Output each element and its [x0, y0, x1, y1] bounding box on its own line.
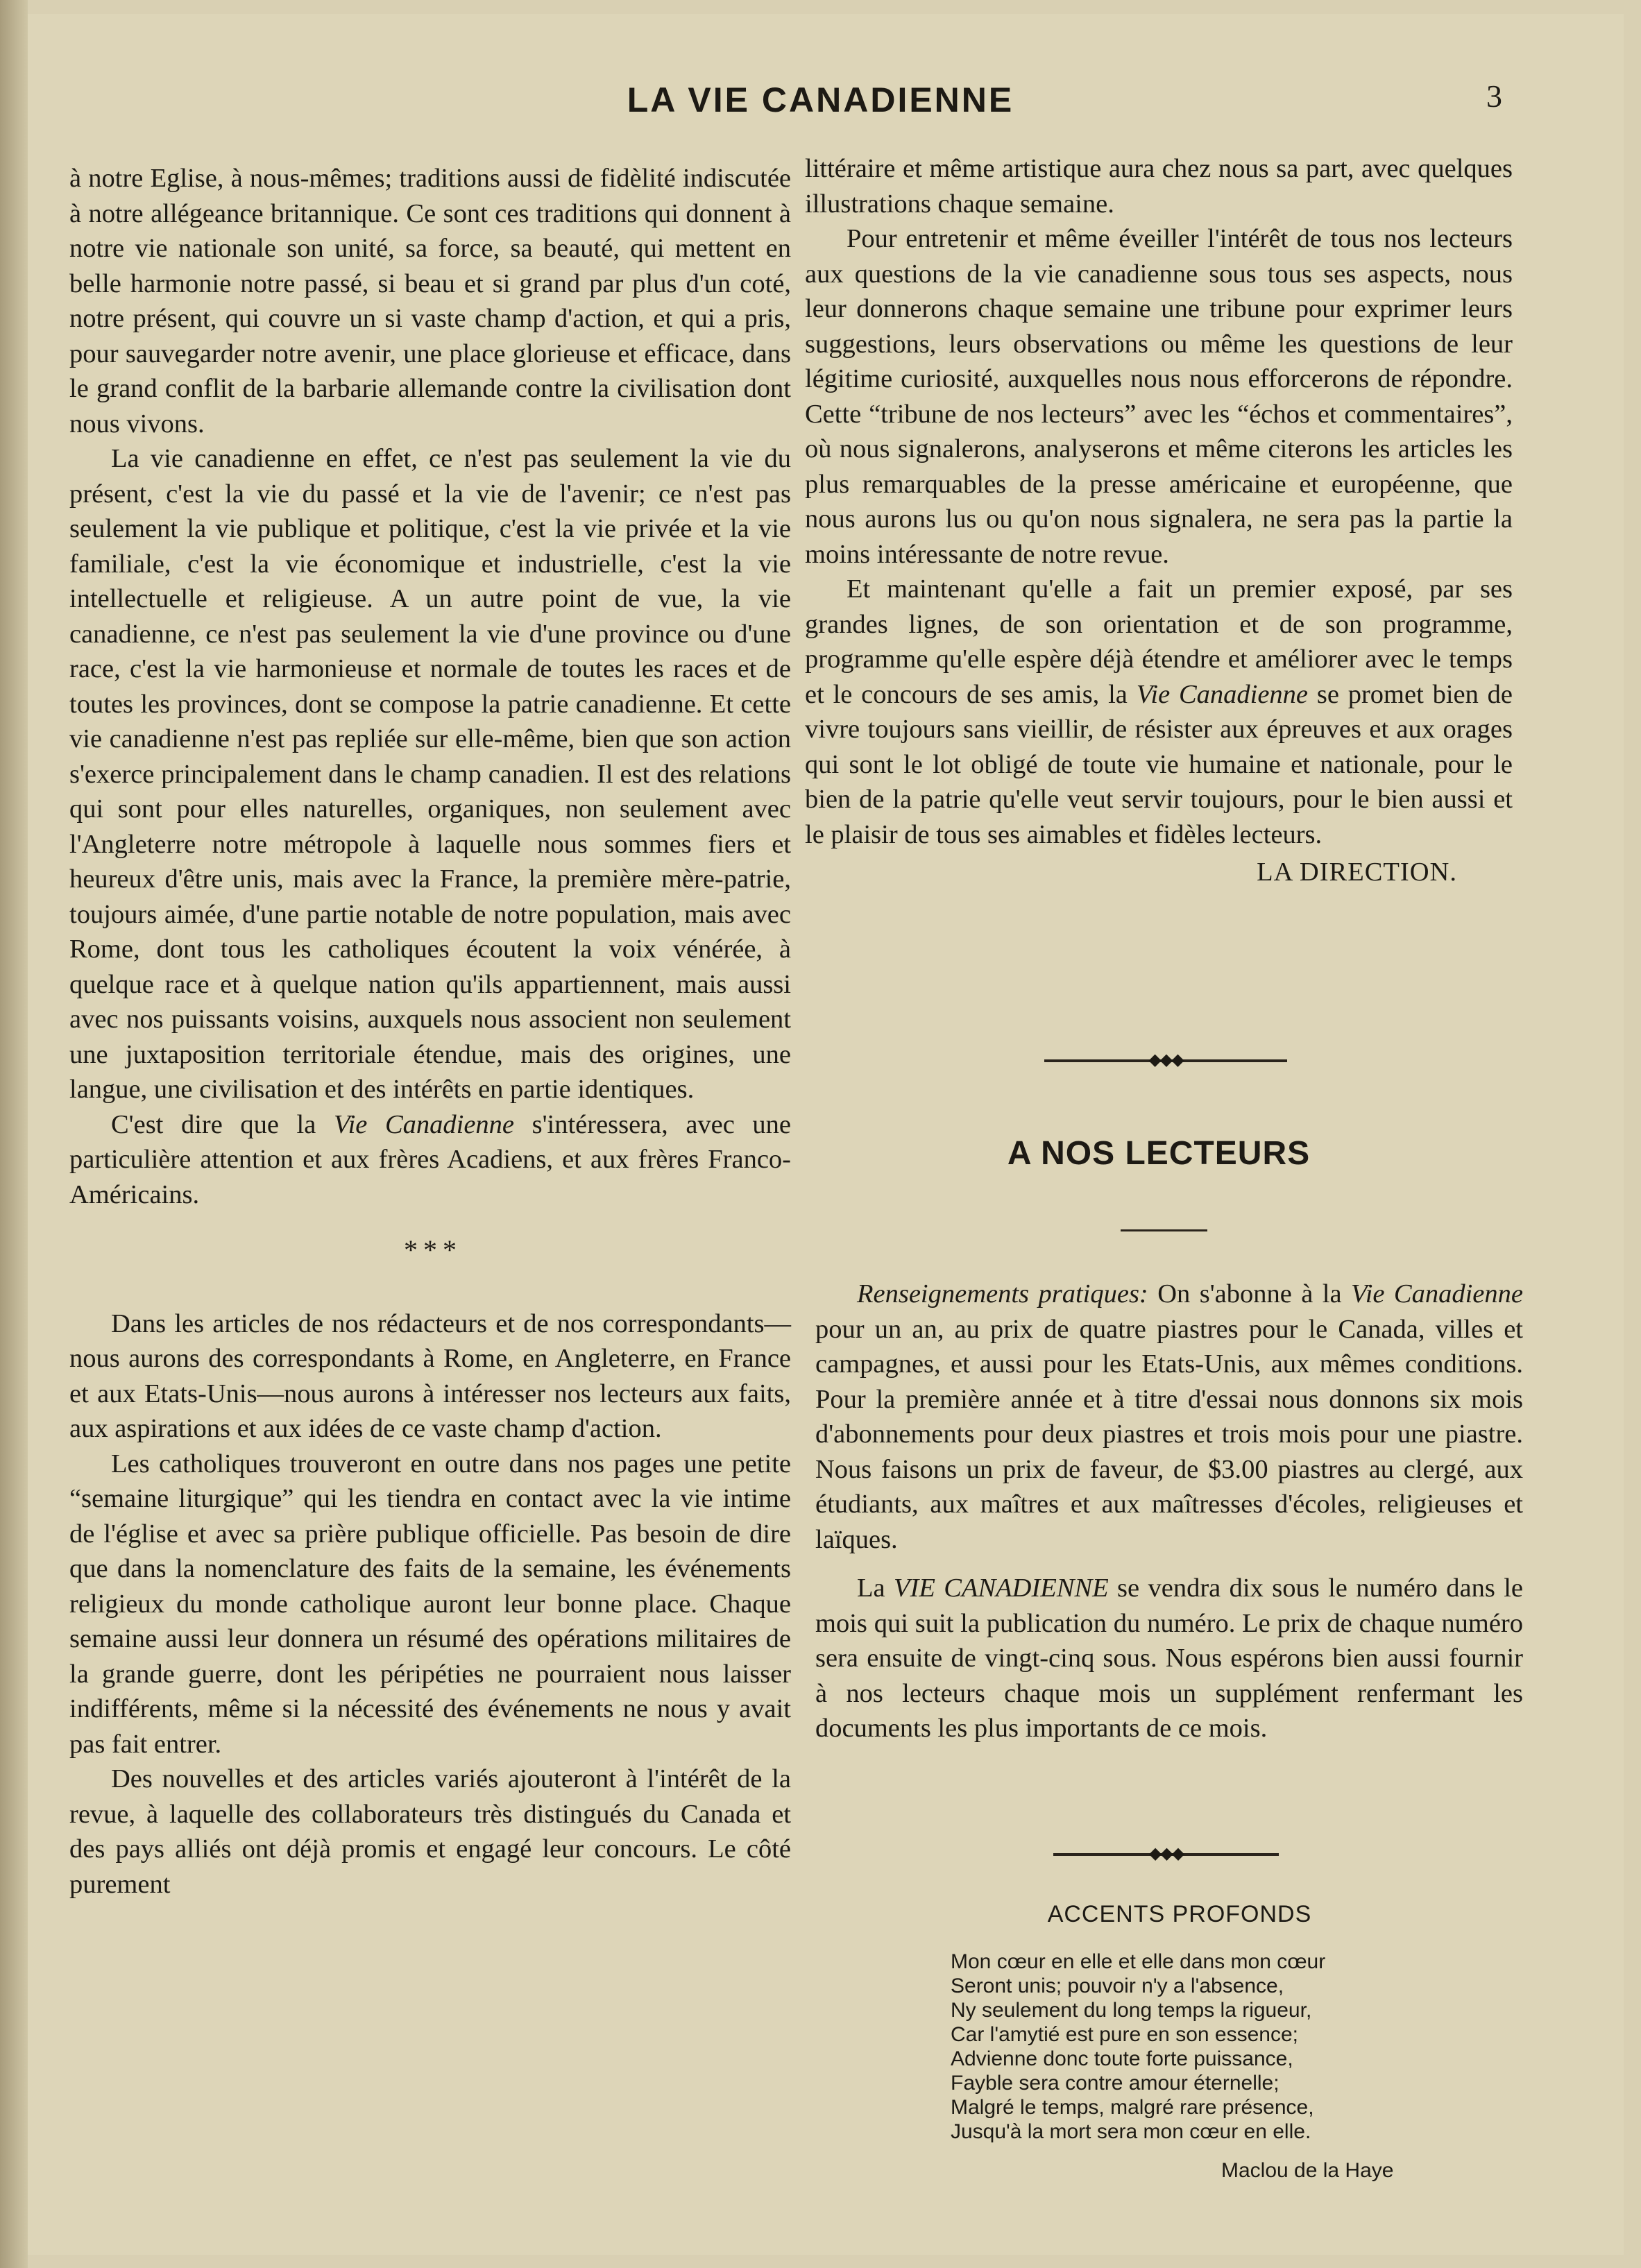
- asterism-separator: * * *: [403, 1234, 457, 1265]
- paragraph: littéraire et même artistique aura chez nous sa part, avec quelques illustrations chaque semaine.: [805, 154, 1513, 219]
- text-run: se promet bien de vivre toujours sans vieillir, de résister aux épreuves et aux orages qui sont le lot obligé de toute vie humaine et nationale, pour le bien de la patrie qu'elle veut servir toujours, pour le bien aussi et le plaisir de tous ses aimables et fidèles lecteurs.: [805, 679, 1513, 849]
- ornament-divider: [1053, 1845, 1279, 1863]
- poem-line: Mon cœur en elle et elle dans mon cœur: [951, 1950, 1326, 1973]
- text-run: On s'abonne à la: [1148, 1279, 1352, 1308]
- text-run: s'intéressera, avec une particulière attention et aux frères Acadiens, et aux frères Franco-Américains.: [69, 1109, 791, 1209]
- short-rule: [1121, 1229, 1207, 1231]
- poem-title: ACCENTS PROFONDS: [1047, 1901, 1312, 1927]
- poem-line: Jusqu'à la mort sera mon cœur en elle.: [951, 2120, 1311, 2143]
- paragraph: à notre Eglise, à nous-mêmes; traditions aussi de fidèlité indiscutée à notre allégeance britannique. Ce sont ces traditions qui donnent à notre vie nationale son unité, sa force, sa beauté, qui mettent en belle harmonie notre passé, si beau et si grand par plus d'un coté, notre présent, qui couvre un si vaste champ d'action, et qui a pris, pour sauvegarder notre avenir, une place glorieuse et efficace, dans le grand conflit de la barbarie allemande contre la civilisation dont nous vivons.: [69, 164, 791, 438]
- poem-body: [951, 1950, 1478, 2144]
- paragraph: [69, 1107, 791, 1213]
- poem-line: Malgré le temps, malgré rare présence,: [951, 2096, 1314, 2119]
- poem-line: Seront unis; pouvoir n'y a l'absence,: [951, 1975, 1284, 1997]
- text-run: C'est dire que la: [111, 1109, 334, 1139]
- left-column: [69, 161, 791, 1902]
- text-run: Et maintenant qu'elle a fait un premier exposé, par ses grandes lignes, de son orientation et de son programme, programme qu'elle espère déjà étendre et améliorer avec le temps et le concours de ses amis, la: [805, 574, 1513, 709]
- poem-line: Ny seulement du long temps la rigueur,: [951, 1999, 1312, 2022]
- italic-title: Vie Canadienne: [1136, 679, 1309, 709]
- page-number: 3: [1486, 78, 1502, 114]
- italic-title: Vie Canadienne: [333, 1109, 515, 1139]
- paragraph: Les catholiques trouveront en outre dans nos pages une petite “semaine liturgique” qui les tiendra en contact avec la vie intime de l'église et avec sa prière publique officielle. Pas besoin de dire que dans la nomenclature des faits de la semaine, les événements religieux du monde catholique auront leur bonne place. Chaque semaine aussi leur donnera un résumé des opérations militaires de la grande guerre, dont les péripéties ne pourraient nous laisser indifférents, même si la nécessité des événements ne nous y avait pas fait entrer.: [69, 1449, 791, 1759]
- ornament-divider: [1044, 1051, 1287, 1069]
- page-edge: [0, 0, 28, 2268]
- poem-author: Maclou de la Haye: [1221, 2159, 1394, 2182]
- poem-line: Car l'amytié est pure en son essence;: [951, 2023, 1298, 2046]
- italic-title: Vie Canadienne: [1351, 1279, 1523, 1308]
- paragraph: Dans les articles de nos rédacteurs et de nos correspondants—nous aurons des correspondants à Rome, en Angleterre, en France et aux Etats-Unis—nous aurons à intéresser nos lecteurs aux faits, aux aspirations et aux idées de ce vaste champ d'action.: [69, 1308, 791, 1443]
- paragraph: [805, 572, 1513, 852]
- text-run: La: [857, 1574, 894, 1603]
- subscription-section: [815, 1277, 1523, 1746]
- right-column: [805, 151, 1513, 890]
- signature: LA DIRECTION.: [1257, 858, 1457, 887]
- ornament-dots: ◆◆◆: [1148, 1051, 1183, 1069]
- paragraph: [815, 1277, 1523, 1557]
- ornament-dots: ◆◆◆: [1148, 1845, 1184, 1863]
- italic-label: Renseignements pratiques:: [857, 1279, 1148, 1308]
- text-run: se vendra dix sous le numéro dans le mois qui suit la publication du numéro. Le prix de chaque numéro sera ensuite de vingt-cinq sous. Nous espérons bien aussi fournir à nos lecteurs chaque mois un supplément renfermant les documents les plus importants de ce mois.: [815, 1574, 1523, 1743]
- paragraph: La vie canadienne en effet, ce n'est pas seulement la vie du présent, c'est la vie du passé et la vie de l'avenir; ce n'est pas seulement la vie publique et politique, c'est la vie privée et la vie familiale, c'est la vie économique et industrielle, c'est la vie intellectuelle et religieuse. A un autre point de vue, la vie canadienne, ce n'est pas seulement la vie d'une province ou d'une race, c'est la vie harmonieuse et normale de toutes les races et de toutes les provinces, dont se compose la patrie canadienne. Et cette vie canadienne n'est pas repliée sur elle-même, bien que son action s'exerce principalement dans le champ canadien. Il est des relations qui sont pour elles naturelles, organiques, non seulement avec l'Angleterre notre métropole à laquelle nous sommes fiers et heureux d'être unis, mais avec la France, la première mère-patrie, toujours aimée, d'une partie notable de notre population, mais avec Rome, dont tous les catholiques écoutent la voix vénérée, à quelque race et à quelque nation qu'ils appartiennent, mais aussi avec nos puissants voisins, auxquels nous associent non seulement une juxtaposition territoriale étendue, mais des origines, une langue, une civilisation et des intérêts en partie identiques.: [69, 444, 791, 1104]
- text-run: pour un an, au prix de quatre piastres pour le Canada, villes et campagnes, et aussi pour les Etats-Unis, aux mêmes conditions. Pour la première année et à titre d'essai nous donnons six mois d'abonnements pour deux piastres et trois mois pour une piastre. Nous faisons un prix de faveur, de $3.00 piastres au clergé, aux étudiants, aux maîtres et aux maîtresses d'écoles, religieuses et laïques.: [815, 1314, 1523, 1554]
- paragraph: Des nouvelles et des articles variés ajouteront à l'intérêt de la revue, à laquelle des collaborateurs très distingués du Canada et des pays alliés ont déjà promis et engagé leur concours. Le côté purement: [69, 1764, 791, 1899]
- italic-title: VIE CANADIENNE: [894, 1574, 1109, 1603]
- section-title: A NOS LECTEURS: [1007, 1135, 1311, 1172]
- poem-line: Fayble sera contre amour éternelle;: [951, 2072, 1279, 2095]
- running-title: LA VIE CANADIENNE: [627, 80, 1014, 119]
- poem-line: Advienne donc toute forte puissance,: [951, 2047, 1293, 2070]
- paragraph: [815, 1571, 1523, 1746]
- paragraph: Pour entretenir et même éveiller l'intérêt de tous nos lecteurs aux questions de la vie canadienne sous tous ses aspects, nous leur donnerons chaque semaine une tribune pour exprimer leurs suggestions, leurs observations ou même les questions de leur légitime curiosité, auxquelles nous nous efforcerons de répondre. Cette “tribune de nos lecteurs” avec les “échos et commentaires”, où nous signalerons, analyserons et même citerons les articles les plus remarquables de la presse américaine et européenne, que nous aurons lus ou qu'on nous signalera, ne sera pas la partie la moins intéressante de notre revue.: [805, 224, 1513, 569]
